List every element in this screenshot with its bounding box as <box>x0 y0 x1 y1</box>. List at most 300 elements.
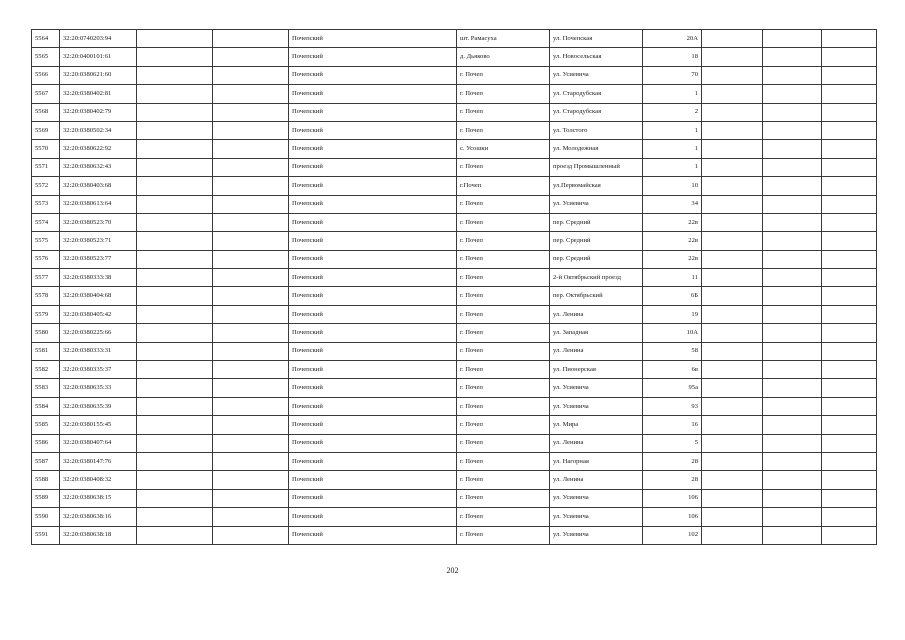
empty-cell <box>213 324 289 342</box>
district-cell: Почепский <box>289 232 457 250</box>
empty-cell <box>822 324 877 342</box>
table-row <box>32 140 877 158</box>
empty-cell <box>822 361 877 379</box>
empty-cell <box>137 471 213 489</box>
empty-cell <box>763 140 822 158</box>
empty-cell <box>702 158 763 176</box>
empty-cell <box>822 158 877 176</box>
empty-cell <box>702 213 763 231</box>
settlement-cell: г. Почеп <box>457 305 550 323</box>
empty-cell <box>213 305 289 323</box>
cadastral-number-cell: 32:20:0740203:94 <box>60 30 137 48</box>
empty-cell <box>137 213 213 231</box>
empty-cell <box>763 379 822 397</box>
row-number-cell: 5573 <box>32 195 60 213</box>
street-cell: ул. Почепская <box>550 30 643 48</box>
empty-cell <box>137 85 213 103</box>
row-number-cell: 5568 <box>32 103 60 121</box>
cadastral-number-cell: 32:20:0380408:32 <box>60 471 137 489</box>
empty-cell <box>763 324 822 342</box>
house-number-cell: 28 <box>643 452 702 470</box>
registry-body <box>32 30 877 545</box>
row-number-cell: 5582 <box>32 361 60 379</box>
empty-cell <box>137 342 213 360</box>
empty-cell <box>137 140 213 158</box>
row-number-cell: 5567 <box>32 85 60 103</box>
empty-cell <box>822 85 877 103</box>
empty-cell <box>702 195 763 213</box>
table-row <box>32 195 877 213</box>
cadastral-number-cell: 32:20:0380635:39 <box>60 397 137 415</box>
street-cell: ул. Усиевича <box>550 489 643 507</box>
street-cell: пер. Средний <box>550 213 643 231</box>
empty-cell <box>822 342 877 360</box>
settlement-cell: г. Почеп <box>457 508 550 526</box>
empty-cell <box>763 508 822 526</box>
empty-cell <box>702 66 763 84</box>
empty-cell <box>213 269 289 287</box>
empty-cell <box>822 177 877 195</box>
table-row <box>32 361 877 379</box>
table-row <box>32 434 877 452</box>
row-number-cell: 5587 <box>32 452 60 470</box>
empty-cell <box>137 269 213 287</box>
table-row <box>32 379 877 397</box>
settlement-cell: г. Почеп <box>457 269 550 287</box>
house-number-cell: 34 <box>643 195 702 213</box>
cadastral-number-cell: 32:20:0380403:68 <box>60 177 137 195</box>
table-row <box>32 213 877 231</box>
empty-cell <box>702 324 763 342</box>
street-cell: ул. Молодежная <box>550 140 643 158</box>
empty-cell <box>702 342 763 360</box>
empty-cell <box>822 213 877 231</box>
street-cell: ул. Мира <box>550 416 643 434</box>
settlement-cell: г. Почеп <box>457 232 550 250</box>
house-number-cell: 58 <box>643 342 702 360</box>
cadastral-number-cell: 32:20:0380404:68 <box>60 287 137 305</box>
empty-cell <box>137 305 213 323</box>
house-number-cell: 6Б <box>643 287 702 305</box>
empty-cell <box>702 121 763 139</box>
row-number-cell: 5569 <box>32 121 60 139</box>
empty-cell <box>213 434 289 452</box>
empty-cell <box>702 397 763 415</box>
empty-cell <box>763 361 822 379</box>
cadastral-number-cell: 32:20:0380405:42 <box>60 305 137 323</box>
settlement-cell: г. Почеп <box>457 489 550 507</box>
table-row <box>32 85 877 103</box>
empty-cell <box>763 158 822 176</box>
empty-cell <box>137 232 213 250</box>
settlement-cell: г. Почеп <box>457 121 550 139</box>
settlement-cell: г.Почеп <box>457 177 550 195</box>
district-cell: Почепский <box>289 416 457 434</box>
table-row <box>32 452 877 470</box>
street-cell: ул. Западная <box>550 324 643 342</box>
street-cell: ул. Стародубская <box>550 103 643 121</box>
cadastral-number-cell: 32:20:0380523:71 <box>60 232 137 250</box>
empty-cell <box>137 489 213 507</box>
row-number-cell: 5566 <box>32 66 60 84</box>
district-cell: Почепский <box>289 66 457 84</box>
settlement-cell: г. Почеп <box>457 471 550 489</box>
house-number-cell: 16 <box>643 416 702 434</box>
empty-cell <box>763 434 822 452</box>
cadastral-number-cell: 32:20:0380147:76 <box>60 452 137 470</box>
empty-cell <box>213 158 289 176</box>
table-row <box>32 305 877 323</box>
district-cell: Почепский <box>289 213 457 231</box>
district-cell: Почепский <box>289 30 457 48</box>
empty-cell <box>213 121 289 139</box>
district-cell: Почепский <box>289 140 457 158</box>
empty-cell <box>213 508 289 526</box>
empty-cell <box>702 361 763 379</box>
house-number-cell: 6в <box>643 361 702 379</box>
row-number-cell: 5572 <box>32 177 60 195</box>
empty-cell <box>822 416 877 434</box>
row-number-cell: 5577 <box>32 269 60 287</box>
empty-cell <box>763 66 822 84</box>
empty-cell <box>702 526 763 544</box>
table-row <box>32 30 877 48</box>
street-cell: пер. Средний <box>550 250 643 268</box>
cadastral-number-cell: 32:20:0380335:37 <box>60 361 137 379</box>
house-number-cell: 1 <box>643 85 702 103</box>
house-number-cell: 20А <box>643 30 702 48</box>
settlement-cell: г. Почеп <box>457 195 550 213</box>
empty-cell <box>702 471 763 489</box>
house-number-cell: 102 <box>643 526 702 544</box>
empty-cell <box>822 452 877 470</box>
empty-cell <box>213 232 289 250</box>
cadastral-number-cell: 32:20:0380621:60 <box>60 66 137 84</box>
empty-cell <box>763 397 822 415</box>
table-row <box>32 177 877 195</box>
cadastral-number-cell: 32:20:0380638:18 <box>60 526 137 544</box>
district-cell: Почепский <box>289 508 457 526</box>
table-row <box>32 526 877 544</box>
settlement-cell: г. Почеп <box>457 324 550 342</box>
settlement-cell: с. Усошки <box>457 140 550 158</box>
cadastral-number-cell: 32:20:0380523:70 <box>60 213 137 231</box>
house-number-cell: 1 <box>643 140 702 158</box>
empty-cell <box>702 85 763 103</box>
empty-cell <box>213 48 289 66</box>
settlement-cell: г. Почеп <box>457 66 550 84</box>
empty-cell <box>763 489 822 507</box>
settlement-cell: г. Почеп <box>457 361 550 379</box>
empty-cell <box>822 250 877 268</box>
empty-cell <box>822 379 877 397</box>
settlement-cell: г. Почеп <box>457 526 550 544</box>
empty-cell <box>702 48 763 66</box>
district-cell: Почепский <box>289 434 457 452</box>
street-cell: ул. Ленина <box>550 342 643 360</box>
empty-cell <box>137 452 213 470</box>
row-number-cell: 5588 <box>32 471 60 489</box>
empty-cell <box>702 434 763 452</box>
street-cell: ул. Усиевича <box>550 195 643 213</box>
cadastral-number-cell: 32:20:0380155:45 <box>60 416 137 434</box>
settlement-cell: г. Почеп <box>457 452 550 470</box>
table-row <box>32 397 877 415</box>
district-cell: Почепский <box>289 269 457 287</box>
empty-cell <box>137 508 213 526</box>
empty-cell <box>137 324 213 342</box>
house-number-cell: 28 <box>643 471 702 489</box>
row-number-cell: 5574 <box>32 213 60 231</box>
district-cell: Почепский <box>289 287 457 305</box>
settlement-cell: г. Почеп <box>457 287 550 305</box>
empty-cell <box>763 48 822 66</box>
cadastral-number-cell: 32:20:0380402:79 <box>60 103 137 121</box>
empty-cell <box>822 269 877 287</box>
empty-cell <box>213 526 289 544</box>
table-row <box>32 48 877 66</box>
table-row <box>32 66 877 84</box>
district-cell: Почепский <box>289 489 457 507</box>
table-row <box>32 103 877 121</box>
settlement-cell: г. Почеп <box>457 416 550 434</box>
empty-cell <box>822 526 877 544</box>
cadastral-number-cell: 32:20:0380523:77 <box>60 250 137 268</box>
district-cell: Почепский <box>289 121 457 139</box>
house-number-cell: 10А <box>643 324 702 342</box>
empty-cell <box>763 269 822 287</box>
empty-cell <box>213 489 289 507</box>
street-cell: 2-й Октябрьский проезд <box>550 269 643 287</box>
table-row <box>32 287 877 305</box>
district-cell: Почепский <box>289 250 457 268</box>
empty-cell <box>137 379 213 397</box>
empty-cell <box>822 287 877 305</box>
empty-cell <box>137 158 213 176</box>
row-number-cell: 5579 <box>32 305 60 323</box>
cadastral-number-cell: 32:20:0380632:43 <box>60 158 137 176</box>
table-row <box>32 489 877 507</box>
street-cell: пер. Октябрьский <box>550 287 643 305</box>
settlement-cell: г. Почеп <box>457 379 550 397</box>
district-cell: Почепский <box>289 379 457 397</box>
district-cell: Почепский <box>289 342 457 360</box>
empty-cell <box>822 508 877 526</box>
empty-cell <box>822 232 877 250</box>
table-row <box>32 508 877 526</box>
empty-cell <box>137 195 213 213</box>
empty-cell <box>137 177 213 195</box>
empty-cell <box>213 416 289 434</box>
district-cell: Почепский <box>289 397 457 415</box>
empty-cell <box>213 140 289 158</box>
page-number: 202 <box>446 566 459 575</box>
empty-cell <box>763 85 822 103</box>
empty-cell <box>213 250 289 268</box>
street-cell: ул. Нагорная <box>550 452 643 470</box>
empty-cell <box>213 342 289 360</box>
house-number-cell: 1 <box>643 121 702 139</box>
row-number-cell: 5589 <box>32 489 60 507</box>
empty-cell <box>763 103 822 121</box>
district-cell: Почепский <box>289 85 457 103</box>
street-cell: ул. Ленина <box>550 471 643 489</box>
registry-table <box>31 29 877 545</box>
empty-cell <box>702 232 763 250</box>
empty-cell <box>702 140 763 158</box>
empty-cell <box>702 508 763 526</box>
house-number-cell: 10 <box>643 177 702 195</box>
cadastral-number-cell: 32:20:0380407:64 <box>60 434 137 452</box>
empty-cell <box>137 416 213 434</box>
empty-cell <box>763 287 822 305</box>
table-row <box>32 158 877 176</box>
street-cell: пер. Средний <box>550 232 643 250</box>
row-number-cell: 5580 <box>32 324 60 342</box>
district-cell: Почепский <box>289 195 457 213</box>
row-number-cell: 5571 <box>32 158 60 176</box>
empty-cell <box>137 30 213 48</box>
district-cell: Почепский <box>289 103 457 121</box>
table-row <box>32 121 877 139</box>
empty-cell <box>213 103 289 121</box>
empty-cell <box>213 177 289 195</box>
empty-cell <box>213 213 289 231</box>
street-cell: проезд Промышленный <box>550 158 643 176</box>
empty-cell <box>822 489 877 507</box>
empty-cell <box>763 526 822 544</box>
settlement-cell: шт. Рамасуха <box>457 30 550 48</box>
empty-cell <box>137 250 213 268</box>
row-number-cell: 5583 <box>32 379 60 397</box>
house-number-cell: 95а <box>643 379 702 397</box>
row-number-cell: 5578 <box>32 287 60 305</box>
empty-cell <box>763 121 822 139</box>
house-number-cell: 93 <box>643 397 702 415</box>
empty-cell <box>213 379 289 397</box>
settlement-cell: г. Почеп <box>457 434 550 452</box>
empty-cell <box>702 103 763 121</box>
cadastral-number-cell: 32:20:0380638:15 <box>60 489 137 507</box>
empty-cell <box>822 103 877 121</box>
street-cell: ул. Ленина <box>550 434 643 452</box>
empty-cell <box>137 361 213 379</box>
cadastral-number-cell: 32:20:0380635:33 <box>60 379 137 397</box>
house-number-cell: 5 <box>643 434 702 452</box>
cadastral-number-cell: 32:20:0380333:31 <box>60 342 137 360</box>
empty-cell <box>137 48 213 66</box>
empty-cell <box>822 140 877 158</box>
empty-cell <box>137 121 213 139</box>
empty-cell <box>822 66 877 84</box>
empty-cell <box>137 103 213 121</box>
empty-cell <box>763 471 822 489</box>
empty-cell <box>137 434 213 452</box>
table-row <box>32 471 877 489</box>
empty-cell <box>822 434 877 452</box>
empty-cell <box>822 195 877 213</box>
empty-cell <box>763 416 822 434</box>
empty-cell <box>702 250 763 268</box>
district-cell: Почепский <box>289 471 457 489</box>
empty-cell <box>137 287 213 305</box>
empty-cell <box>702 452 763 470</box>
empty-cell <box>702 30 763 48</box>
street-cell: ул. Толстого <box>550 121 643 139</box>
empty-cell <box>763 213 822 231</box>
street-cell: ул. Усиевича <box>550 379 643 397</box>
settlement-cell: г. Почеп <box>457 397 550 415</box>
district-cell: Почепский <box>289 177 457 195</box>
district-cell: Почепский <box>289 158 457 176</box>
empty-cell <box>702 379 763 397</box>
empty-cell <box>763 177 822 195</box>
empty-cell <box>137 526 213 544</box>
empty-cell <box>213 471 289 489</box>
empty-cell <box>213 30 289 48</box>
street-cell: ул. Усиевича <box>550 508 643 526</box>
house-number-cell: 70 <box>643 66 702 84</box>
row-number-cell: 5565 <box>32 48 60 66</box>
row-number-cell: 5581 <box>32 342 60 360</box>
row-number-cell: 5585 <box>32 416 60 434</box>
empty-cell <box>822 397 877 415</box>
cadastral-number-cell: 32:20:0380402:81 <box>60 85 137 103</box>
cadastral-number-cell: 32:20:0380613:64 <box>60 195 137 213</box>
street-cell: ул. Усиевича <box>550 397 643 415</box>
house-number-cell: 22в <box>643 232 702 250</box>
empty-cell <box>213 195 289 213</box>
house-number-cell: 106 <box>643 508 702 526</box>
street-cell: ул. Усиевича <box>550 526 643 544</box>
district-cell: Почепский <box>289 361 457 379</box>
house-number-cell: 2 <box>643 103 702 121</box>
settlement-cell: г. Почеп <box>457 158 550 176</box>
district-cell: Почепский <box>289 48 457 66</box>
district-cell: Почепский <box>289 526 457 544</box>
house-number-cell: 22в <box>643 250 702 268</box>
row-number-cell: 5590 <box>32 508 60 526</box>
empty-cell <box>702 269 763 287</box>
empty-cell <box>763 232 822 250</box>
empty-cell <box>702 416 763 434</box>
house-number-cell: 1 <box>643 158 702 176</box>
empty-cell <box>822 471 877 489</box>
house-number-cell: 18 <box>643 48 702 66</box>
empty-cell <box>822 121 877 139</box>
row-number-cell: 5570 <box>32 140 60 158</box>
empty-cell <box>763 342 822 360</box>
street-cell: ул. Ленина <box>550 305 643 323</box>
row-number-cell: 5575 <box>32 232 60 250</box>
cadastral-number-cell: 32:20:0380622:92 <box>60 140 137 158</box>
settlement-cell: г. Почеп <box>457 213 550 231</box>
table-row <box>32 250 877 268</box>
cadastral-number-cell: 32:20:0400101:61 <box>60 48 137 66</box>
empty-cell <box>822 30 877 48</box>
empty-cell <box>763 30 822 48</box>
row-number-cell: 5576 <box>32 250 60 268</box>
row-number-cell: 5584 <box>32 397 60 415</box>
settlement-cell: г. Почеп <box>457 342 550 360</box>
empty-cell <box>213 361 289 379</box>
street-cell: ул. Стародубская <box>550 85 643 103</box>
street-cell: ул. Усиевича <box>550 66 643 84</box>
table-row <box>32 416 877 434</box>
house-number-cell: 19 <box>643 305 702 323</box>
empty-cell <box>137 66 213 84</box>
empty-cell <box>213 397 289 415</box>
